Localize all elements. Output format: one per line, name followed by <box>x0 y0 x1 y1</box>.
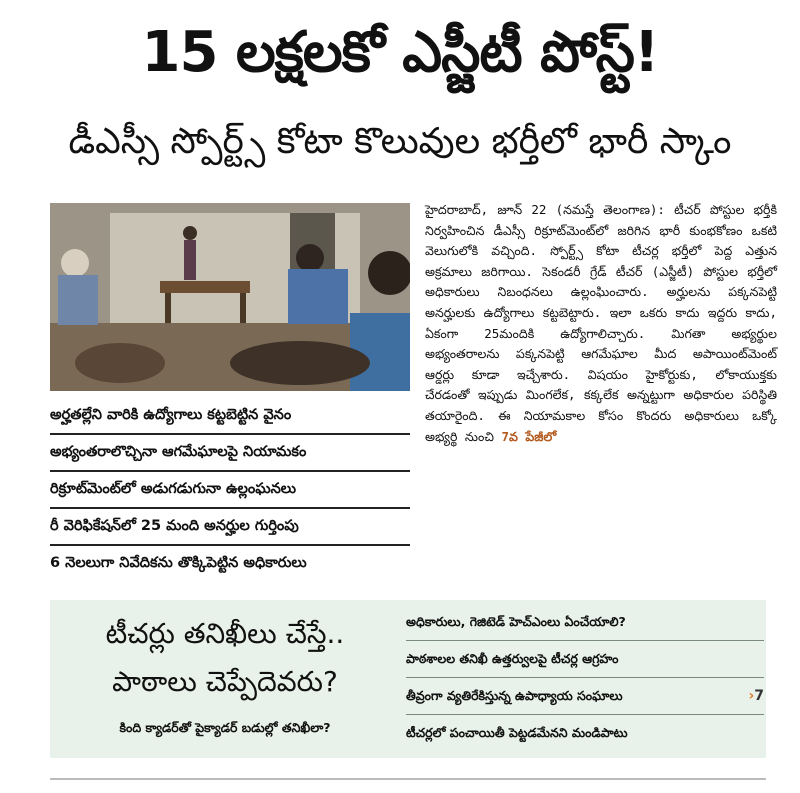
bullet-item: 6 నెలలుగా నివేదికను తొక్కిపెట్టిన అధికారులు <box>50 555 307 571</box>
teaser-line-1: టీచర్లు తనిఖీలు చేస్తే.. <box>105 617 345 650</box>
bullet-item: అర్హతల్లేని వారికి ఉద్యోగాలు కట్టబెట్టిన వైనం <box>50 398 410 435</box>
bullet-item: రిక్రూట్‌మెంట్‌లో అడుగడుగునా ఉల్లంఘనలు <box>50 472 410 509</box>
page-jump-number: 7 <box>754 688 764 704</box>
chevron-right-icon: › <box>748 688 755 704</box>
continued-page-link[interactable]: 7వ పేజీలో <box>501 428 557 444</box>
teaser-point: అధికారులు, గెజిటెడ్ హెచ్‌ఎంలు ఏంచేయాలి? <box>406 604 764 641</box>
bullet-item: అభ్యంతరాలొచ్చినా ఆగమేఘాలపై నియామకం <box>50 435 410 472</box>
subheadline: డీఎస్సీ స్పోర్ట్స్ కోటా కొలువుల భర్తీలో భారీ స్కాం <box>68 121 732 162</box>
teaser-line-2: పాఠాలు చెప్పేదెవరు? <box>112 665 338 698</box>
bullet-points <box>50 398 410 581</box>
teacher-inspection-box <box>50 600 766 758</box>
teaser-point: పాఠశాలల తనిఖీ ఉత్తర్వులపై టీచర్ల ఆగ్రహం <box>406 641 764 678</box>
teaser-line-3: కింది క్యాడర్‌తో పైక్యాడర్ బడుల్లో తనిఖీలా? <box>119 720 331 735</box>
teaser-points <box>406 604 764 751</box>
teaser-point: టీచర్లలో పంచాయితీ పెట్టడమేనని మండిపాటు <box>406 725 628 740</box>
teaser-headline-block <box>50 600 400 758</box>
article-body <box>425 200 777 447</box>
article-body-text: హైదరాబాద్, జూన్ 22 (నమస్తే తెలంగాణ): టీచర్ పోస్టుల భర్తీకి నిర్వహించిన డీఎస్సీ రిక్రూట్‌మెంట్‌లో జరిగిన భారీ కుంభకోణం ఒకటి వెలుగులోకి వచ్చింది. స్పోర్ట్స్ కోటా టీచర్ల భర్తీలో పెద్ద ఎత్తున అక్రమాలు జరిగాయి. సెకండరీ గ్రేడ్ టీచర్ (ఎస్జీటీ) పోస్టుల భర్తీలో అధికారులు నిబంధనలు ఉల్లంఘించారు. అర్హులను పక్కనపెట్టి అనర్హులకు ఉద్యోగాలు కట్టబెట్టారు. ఇలా ఒకరు కాదు ఇద్దరు కాదు, ఏకంగా 25మందికి ఉద్యోగాలిచ్చారు. మిగతా అభ్యర్థుల అభ్యంతరాలను పక్కనపెట్టి ఆగమేఘాల మీద అపాయింట్‌మెంట్ ఆర్డర్లు కూడా ఇచ్చేశారు. విషయం హైకోర్టుకు, లోకాయుక్తకు చేరడంతో ఇప్పుడు మింగలేక, కక్కలేక అన్నట్టుగా అధికారుల పరిస్థితి తయారైంది. ఈ నియామకాల కోసం కొందరు అధికారులు ఒక్కో అభ్యర్థి నుంచి <box>425 202 777 444</box>
teaser-point-text: తీవ్రంగా వ్యతిరేకిస్తున్న ఉపాధ్యాయ సంఘాలు <box>406 688 623 703</box>
teaser-point <box>406 678 764 715</box>
headline: 15 లక్షలకో ఎస్జీటీ పోస్ట్! <box>141 20 659 85</box>
bottom-divider <box>50 778 766 780</box>
classroom-photo <box>50 203 410 391</box>
page-jump-link[interactable] <box>748 678 764 714</box>
bullet-item: రీ వెరిఫికేషన్‌లో 25 మంది అనర్హుల గుర్తింపు <box>50 509 410 546</box>
